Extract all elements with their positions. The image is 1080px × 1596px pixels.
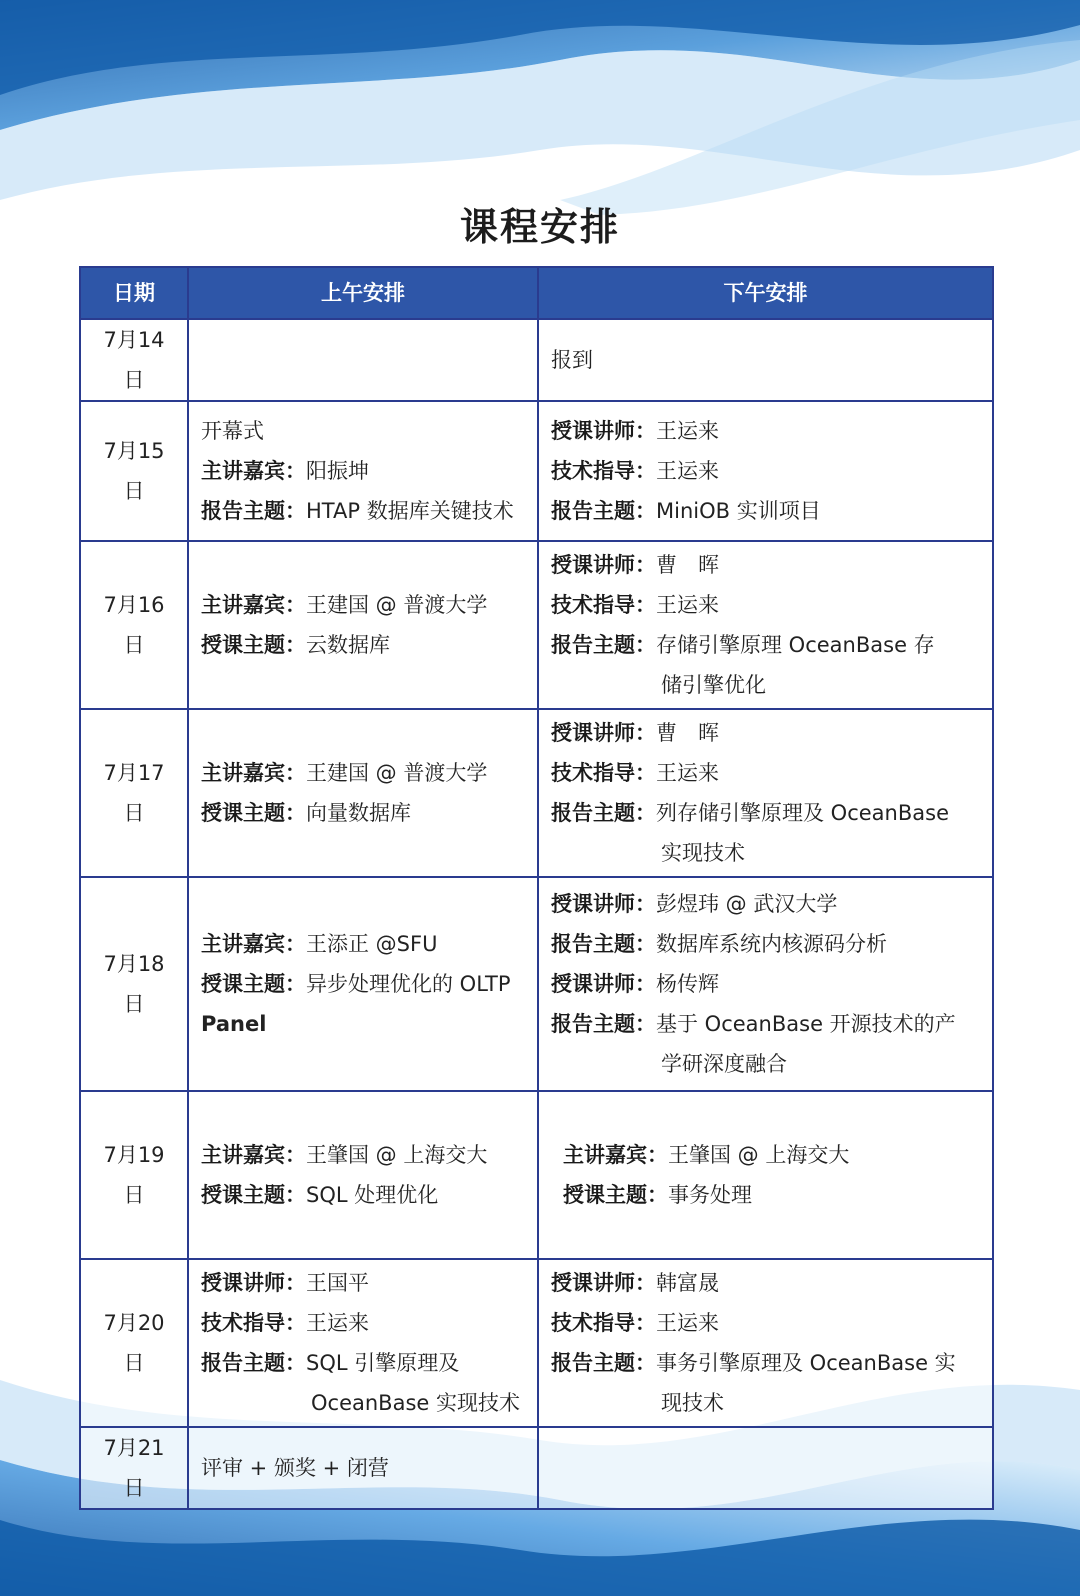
date-cell: 7月15日: [80, 401, 188, 541]
field-value: 开幕式: [201, 419, 264, 443]
field-value: 王肇国 @ 上海交大: [668, 1143, 850, 1167]
field-value: 王运来: [656, 459, 719, 483]
field-label: 报告主题：: [551, 1012, 656, 1036]
page-title: 课程安排: [459, 205, 620, 249]
field-label: 报告主题：: [551, 633, 656, 657]
schedule-line: [551, 451, 980, 491]
field-label: 主讲嘉宾：: [201, 1143, 306, 1167]
field-label: 授课讲师：: [201, 1271, 306, 1295]
field-value-continued: 实现技术: [661, 841, 745, 865]
field-value: 列存储引擎原理及 OceanBase: [656, 801, 949, 825]
schedule-line: [201, 1343, 525, 1383]
field-value: 曹 晖: [656, 721, 719, 745]
field-value: HTAP 数据库关键技术: [306, 499, 514, 523]
table-row: [80, 541, 993, 709]
field-value: 王建国 @ 普渡大学: [306, 761, 488, 785]
field-label: 技术指导：: [551, 761, 656, 785]
field-label: 授课讲师：: [551, 972, 656, 996]
field-label: 主讲嘉宾：: [563, 1143, 668, 1167]
field-value: 存储引擎原理 OceanBase 存: [656, 633, 935, 657]
header-morning: 上午安排: [188, 267, 538, 319]
field-label: 授课主题：: [201, 972, 306, 996]
field-label: 技术指导：: [551, 459, 656, 483]
table-row: [80, 1427, 993, 1509]
morning-cell: [188, 1091, 538, 1259]
afternoon-cell: [538, 1091, 993, 1259]
schedule-line: [551, 924, 980, 964]
field-label: 授课讲师：: [551, 1271, 656, 1295]
field-label: 授课讲师：: [551, 419, 656, 443]
field-label: 技术指导：: [551, 1311, 656, 1335]
field-value: SQL 处理优化: [306, 1183, 439, 1207]
afternoon-cell: [538, 1259, 993, 1427]
schedule-line: [201, 1135, 525, 1175]
morning-cell: [188, 709, 538, 877]
morning-cell: [188, 1427, 538, 1509]
date-cell: 7月19日: [80, 1091, 188, 1259]
schedule-line: [201, 585, 525, 625]
schedule-line: [563, 1135, 980, 1175]
header-afternoon: 下午安排: [538, 267, 993, 319]
field-value: MiniOB 实训项目: [656, 499, 821, 523]
field-label: 技术指导：: [201, 1311, 306, 1335]
schedule-line: [551, 964, 980, 1004]
schedule-line: [551, 1263, 980, 1303]
field-label: 报告主题：: [551, 499, 656, 523]
field-value: 曹 晖: [656, 553, 719, 577]
schedule-line: [201, 1263, 525, 1303]
field-value: 事务处理: [668, 1183, 752, 1207]
schedule-line: [201, 451, 525, 491]
schedule-line: [551, 585, 980, 625]
schedule-line: [551, 713, 980, 753]
field-value: 王国平: [306, 1271, 369, 1295]
table-row: [80, 709, 993, 877]
field-label: 授课主题：: [201, 1183, 306, 1207]
schedule-line: [201, 625, 525, 665]
field-value: 云数据库: [306, 633, 390, 657]
schedule-line: [201, 491, 525, 531]
schedule-line: [551, 545, 980, 585]
schedule-line: [551, 625, 980, 665]
morning-cell: [188, 319, 538, 401]
afternoon-cell: [538, 1427, 993, 1509]
morning-cell: [188, 1259, 538, 1427]
field-value-continued: OceanBase 实现技术: [311, 1391, 520, 1415]
field-label: 授课主题：: [563, 1183, 668, 1207]
field-value: 向量数据库: [306, 801, 411, 825]
field-label: 报告主题：: [201, 1351, 306, 1375]
afternoon-cell: [538, 319, 993, 401]
field-label: 授课主题：: [201, 801, 306, 825]
morning-cell: [188, 541, 538, 709]
schedule-line: [201, 1175, 525, 1215]
field-value: 王运来: [656, 1311, 719, 1335]
field-value: 王运来: [306, 1311, 369, 1335]
table-row: [80, 319, 993, 401]
field-value-bold: Panel: [201, 1012, 267, 1036]
field-label: 技术指导：: [551, 593, 656, 617]
schedule-line: [201, 924, 525, 964]
morning-cell: [188, 401, 538, 541]
field-value: 彭煜玮 @ 武汉大学: [656, 892, 838, 916]
schedule-line: [551, 1343, 980, 1383]
field-value: SQL 引擎原理及: [306, 1351, 460, 1375]
schedule-line: [201, 964, 525, 1004]
field-label: 主讲嘉宾：: [201, 593, 306, 617]
field-value: 韩富晟: [656, 1271, 719, 1295]
field-label: 报告主题：: [551, 932, 656, 956]
date-cell: 7月18日: [80, 877, 188, 1091]
field-label: 授课讲师：: [551, 553, 656, 577]
field-label: 授课主题：: [201, 633, 306, 657]
afternoon-cell: [538, 709, 993, 877]
field-value: 王运来: [656, 593, 719, 617]
field-value-continued: 储引擎优化: [661, 673, 766, 697]
schedule-line: [201, 1303, 525, 1343]
field-value: 异步处理优化的 OLTP: [306, 972, 511, 996]
schedule-line: [551, 1303, 980, 1343]
date-cell: 7月17日: [80, 709, 188, 877]
table-header-row: [80, 267, 993, 319]
afternoon-cell: [538, 877, 993, 1091]
date-cell: 7月21日: [80, 1427, 188, 1509]
table-row: [80, 1091, 993, 1259]
schedule-line: [201, 753, 525, 793]
field-value: 王建国 @ 普渡大学: [306, 593, 488, 617]
field-value: 评审 + 颁奖 + 闭营: [201, 1456, 389, 1480]
schedule-line: [201, 1448, 525, 1488]
schedule-line: [551, 491, 980, 531]
schedule-line: [201, 1004, 525, 1044]
schedule-line: [201, 793, 525, 833]
schedule-line: [551, 1004, 980, 1044]
date-cell: 7月20日: [80, 1259, 188, 1427]
table-row: [80, 877, 993, 1091]
schedule-line: [551, 753, 980, 793]
field-label: 主讲嘉宾：: [201, 459, 306, 483]
afternoon-cell: [538, 401, 993, 541]
schedule-line: [201, 411, 525, 451]
field-value: 王添正 @SFU: [306, 932, 438, 956]
field-label: 报告主题：: [201, 499, 306, 523]
table-row: [80, 1259, 993, 1427]
field-value: 王运来: [656, 761, 719, 785]
field-label: 授课讲师：: [551, 721, 656, 745]
field-value: 报到: [551, 348, 593, 372]
date-cell: 7月16日: [80, 541, 188, 709]
field-label: 主讲嘉宾：: [201, 761, 306, 785]
date-cell: 7月14日: [80, 319, 188, 401]
field-label: 报告主题：: [551, 801, 656, 825]
field-value: 数据库系统内核源码分析: [656, 932, 887, 956]
schedule-line: [551, 411, 980, 451]
schedule-line: [551, 884, 980, 924]
schedule-line: [551, 340, 980, 380]
field-label: 授课讲师：: [551, 892, 656, 916]
header-date: 日期: [80, 267, 188, 319]
field-value: 阳振坤: [306, 459, 369, 483]
field-value: 王肇国 @ 上海交大: [306, 1143, 488, 1167]
field-value-continued: 现技术: [661, 1391, 724, 1415]
afternoon-cell: [538, 541, 993, 709]
schedule-line: [563, 1175, 980, 1215]
field-label: 报告主题：: [551, 1351, 656, 1375]
schedule-line: [551, 793, 980, 833]
schedule-table: [79, 266, 994, 1510]
table-row: [80, 401, 993, 541]
field-label: 主讲嘉宾：: [201, 932, 306, 956]
morning-cell: [188, 877, 538, 1091]
field-value: 王运来: [656, 419, 719, 443]
field-value: 杨传辉: [656, 972, 719, 996]
field-value-continued: 学研深度融合: [661, 1052, 787, 1076]
field-value: 事务引擎原理及 OceanBase 实: [656, 1351, 956, 1375]
field-value: 基于 OceanBase 开源技术的产: [656, 1012, 956, 1036]
